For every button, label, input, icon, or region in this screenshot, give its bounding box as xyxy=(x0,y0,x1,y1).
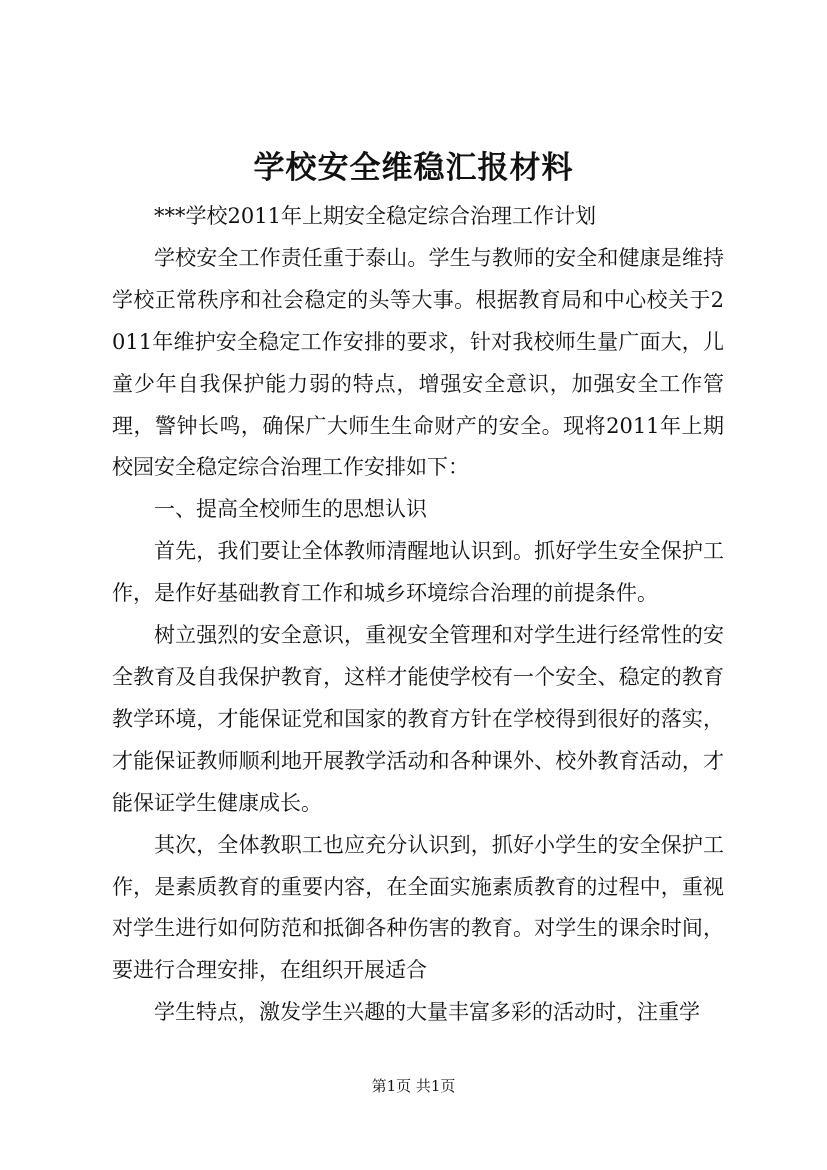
paragraph-awareness: 树立强烈的安全意识，重视安全管理和对学生进行经常性的安全教育及自我保护教育，这样才能使学校有一个安全、稳定的教育教学环境，才能保证党和国家的教育方针在学校得到很好的落实，才能保证教师顺利地开展教学活动和各种课外、校外教育活动，才能保证学生健康成长。 xyxy=(112,623,724,815)
paragraph-continued: 学生特点，激发学生兴趣的大量丰富多彩的活动时，注重学 xyxy=(154,1000,700,1025)
page-footer: 第1页 共1页 xyxy=(371,1077,456,1095)
document-title: 学校安全维稳汇报材料 xyxy=(253,150,574,186)
paragraph-intro: 学校安全工作责任重于泰山。学生与教师的安全和健康是维持学校正常秩序和社会稳定的头等大事。根据教育局和中心校关于2011年维护安全稳定工作安排的要求，针对我校师生量广面大，儿童少年自我保护能力弱的特点，增强安全意识，加强安全工作管理，警钟长鸣，确保广大师生生命财产的安全。现将2011年上期校园安全稳定综合治理工作安排如下： xyxy=(112,245,724,480)
paragraph-subtitle: ***学校2011年上期安全稳定综合治理工作计划 xyxy=(154,204,596,228)
document-body xyxy=(112,196,724,1034)
section-heading: 一、提高全校师生的思想认识 xyxy=(154,497,427,522)
paragraph-second: 其次，全体教职工也应充分认识到，抓好小学生的安全保护工作，是素质教育的重要内容，在全面实施素质教育的过程中，重视对学生进行如何防范和抵御各种伤害的教育。对学生的课余时间，要进行合理安排，在组织开展适合 xyxy=(112,832,724,983)
paragraph-first: 首先，我们要让全体教师清醒地认识到。抓好学生安全保护工作，是作好基础教育工作和城乡环境综合治理的前提条件。 xyxy=(112,539,724,606)
